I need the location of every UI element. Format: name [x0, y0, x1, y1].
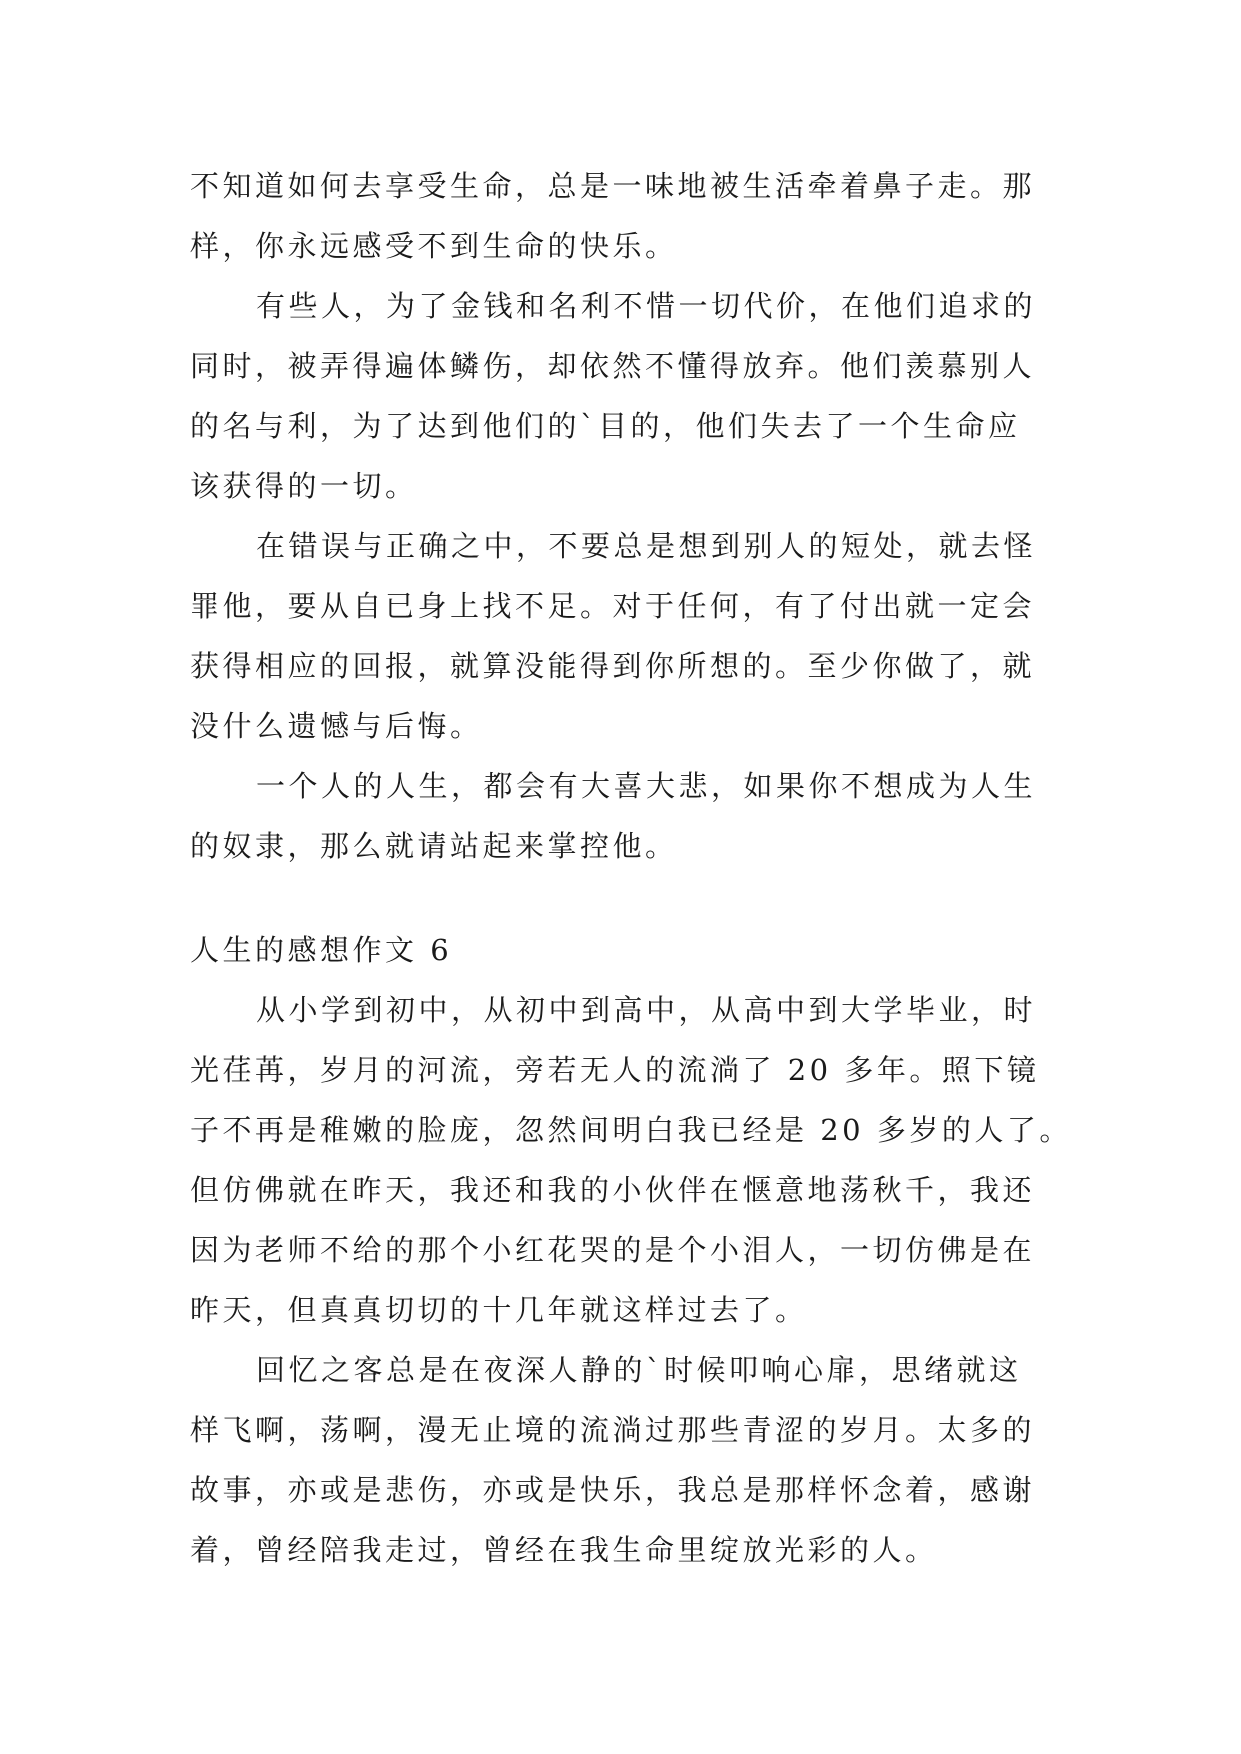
paragraph-start-line: 有些人，为了金钱和名利不惜一切代价，在他们追求的	[256, 289, 1037, 323]
section-heading: 人生的感想作文 6	[190, 933, 453, 967]
paragraph-start-line: 回忆之客总是在夜深人静的`时候叩响心扉，思绪就这	[256, 1353, 1022, 1387]
paragraph-start-line: 一个人的人生，都会有大喜大悲，如果你不想成为人生	[256, 769, 1037, 803]
text-line: 子不再是稚嫩的脸庞，忽然间明白我已经是 20 多岁的人了。	[190, 1113, 1072, 1147]
text-line: 光荏苒，岁月的河流，旁若无人的流淌了 20 多年。照下镜	[190, 1053, 1040, 1087]
text-line: 获得相应的回报，就算没能得到你所想的。至少你做了，就	[190, 649, 1036, 683]
text-line: 同时，被弄得遍体鳞伤，却依然不懂得放弃。他们羡慕别人	[190, 349, 1036, 383]
text-line: 的奴隶，那么就请站起来掌控他。	[190, 829, 678, 863]
text-line: 的名与利，为了达到他们的`目的，他们失去了一个生命应	[190, 409, 1021, 443]
text-line: 没什么遗憾与后悔。	[190, 709, 483, 743]
text-line: 故事，亦或是悲伤，亦或是快乐，我总是那样怀念着，感谢	[190, 1473, 1036, 1507]
text-line: 不知道如何去享受生命，总是一味地被生活牵着鼻子走。那	[190, 169, 1036, 203]
paragraph-start-line: 在错误与正确之中，不要总是想到别人的短处，就去怪	[256, 529, 1037, 563]
text-line: 样飞啊，荡啊，漫无止境的流淌过那些青涩的岁月。太多的	[190, 1413, 1036, 1447]
text-line: 该获得的一切。	[190, 469, 418, 503]
text-line: 罪他，要从自已身上找不足。对于任何，有了付出就一定会	[190, 589, 1036, 623]
text-line: 昨天，但真真切切的十几年就这样过去了。	[190, 1293, 808, 1327]
text-line: 但仿佛就在昨天，我还和我的小伙伴在惬意地荡秋千，我还	[190, 1173, 1036, 1207]
text-line: 样，你永远感受不到生命的快乐。	[190, 229, 678, 263]
text-line: 因为老师不给的那个小红花哭的是个小泪人，一切仿佛是在	[190, 1233, 1036, 1267]
text-line: 着，曾经陪我走过，曾经在我生命里绽放光彩的人。	[190, 1533, 938, 1567]
paragraph-start-line: 从小学到初中，从初中到高中，从高中到大学毕业，时	[256, 993, 1037, 1027]
